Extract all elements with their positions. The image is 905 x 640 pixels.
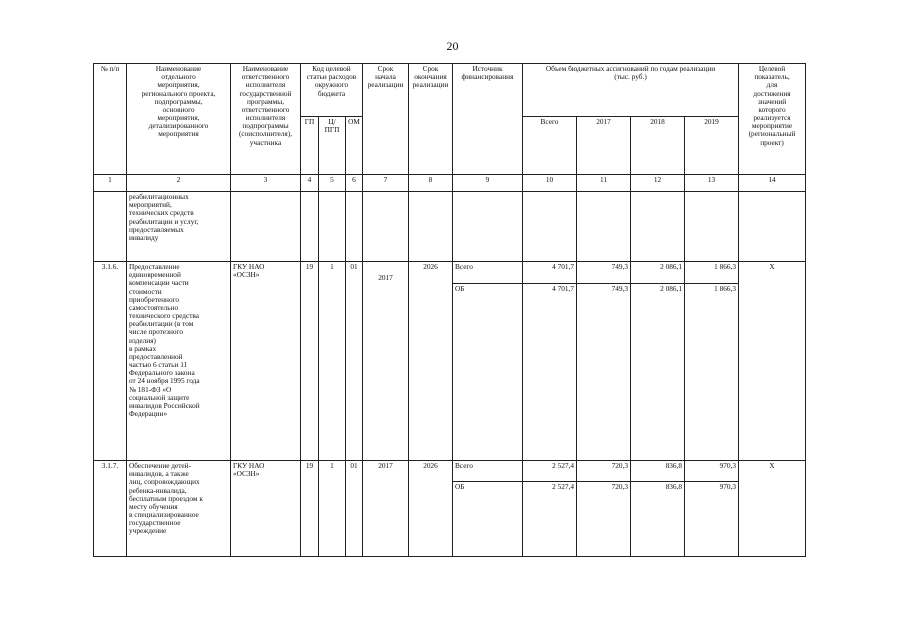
header-target: Целевой показатель, для достижения значений которого реализуется мероприятие (региональный проект): [739, 64, 806, 175]
header-cpgp: Ц/ПГП: [319, 117, 346, 175]
column-number: 6: [346, 175, 363, 192]
header-executor: Наименование ответственного исполнителя государственной программы, ответственного исполнителя подпрограммы (соисполнителя), участника: [231, 64, 301, 175]
end-year: 2026: [409, 461, 453, 557]
fin-2017: 720,3: [577, 482, 631, 557]
column-number: 4: [301, 175, 319, 192]
header-end: Срок окончания реализации: [409, 64, 453, 175]
target-indicator: Х: [739, 461, 806, 557]
fin-2018: 836,8: [631, 482, 685, 557]
fin-source: ОБ: [453, 482, 523, 557]
fin-2017: 720,3: [577, 461, 631, 482]
header-2018: 2018: [631, 117, 685, 175]
start-year: 2017: [363, 461, 409, 557]
column-number: 8: [409, 175, 453, 192]
header-om: ОМ: [346, 117, 363, 175]
column-number: 13: [685, 175, 739, 192]
header-gp: ГП: [301, 117, 319, 175]
column-number: 7: [363, 175, 409, 192]
executor: ГКУ НАО «ОСЗН»: [231, 262, 301, 461]
row-number: 3.1.6.: [94, 262, 127, 461]
executor: ГКУ НАО «ОСЗН»: [231, 461, 301, 557]
continuation-text: реабилитационных мероприятий, технических средств реабилитации и услуг, предоставляемых инвалиду: [127, 192, 231, 262]
target-indicator: Х: [739, 262, 806, 461]
column-number: 10: [523, 175, 577, 192]
row-number: 3.1.7.: [94, 461, 127, 557]
header-2017: 2017: [577, 117, 631, 175]
fin-source: Всего: [453, 262, 523, 284]
fin-2019: 1 866,3: [685, 262, 739, 284]
table-row: [94, 461, 806, 482]
fin-2017: 749,3: [577, 262, 631, 284]
fin-2018: 836,8: [631, 461, 685, 482]
fin-2017: 749,3: [577, 284, 631, 461]
fin-2019: 970,3: [685, 461, 739, 482]
fin-2018: 2 086,1: [631, 262, 685, 284]
activity-name: Обеспечение детей- инвалидов, а также лиц, сопровождающих ребенка-инвалида, бесплатным проездом к месту обучения в специализированное государственное учреждение: [127, 461, 231, 557]
fin-source: ОБ: [453, 284, 523, 461]
column-number: 9: [453, 175, 523, 192]
header-name: Наименование отдельного мероприятия, регионального проекта, подпрограммы, основного мероприятия, детализированного мероприятия: [127, 64, 231, 175]
fin-total: 4 701,7: [523, 284, 577, 461]
code-gp: 19: [301, 262, 319, 461]
table-row: [94, 192, 806, 262]
fin-total: 4 701,7: [523, 262, 577, 284]
header-source: Источник финансирования: [453, 64, 523, 175]
column-number: 11: [577, 175, 631, 192]
table-row: [94, 262, 806, 284]
start-year: 2017: [363, 262, 409, 461]
fin-2019: 1 866,3: [685, 284, 739, 461]
column-number: 3: [231, 175, 301, 192]
column-numbers-row: [94, 175, 806, 192]
column-number: 2: [127, 175, 231, 192]
fin-total: 2 527,4: [523, 482, 577, 557]
end-year: 2026: [409, 262, 453, 461]
fin-total: 2 527,4: [523, 461, 577, 482]
column-number: 14: [739, 175, 806, 192]
fin-2018: 2 086,1: [631, 284, 685, 461]
header-start: Срок начала реализации: [363, 64, 409, 175]
column-number: 12: [631, 175, 685, 192]
code-om: 01: [346, 461, 363, 557]
fin-source: Всего: [453, 461, 523, 482]
header-code: Код целевой статьи расходов окружного бюджета: [301, 64, 363, 117]
header-num: № п/п: [94, 64, 127, 175]
code-om: 01: [346, 262, 363, 461]
column-number: 1: [94, 175, 127, 192]
column-number: 5: [319, 175, 346, 192]
fin-2019: 970,3: [685, 482, 739, 557]
code-gp: 19: [301, 461, 319, 557]
header-budget: Объем бюджетных ассигнований по годам реализации (тыс. руб.): [523, 64, 739, 117]
page-number: 20: [446, 39, 459, 53]
header-total: Всего: [523, 117, 577, 175]
code-cpgp: 1: [319, 461, 346, 557]
budget-table: [93, 63, 806, 557]
header-2019: 2019: [685, 117, 739, 175]
activity-name: Предоставление единовременной компенсации части стоимости приобретенного самостоятельно технического средства реабилитации (в том числе протезного изделия) в рамках предоставленной частью 6 статьи 11 Федерального закона от 24 ноября 1995 года № 181-ФЗ «О социальной защите инвалидов Российской Федерации»: [127, 262, 231, 461]
code-cpgp: 1: [319, 262, 346, 461]
